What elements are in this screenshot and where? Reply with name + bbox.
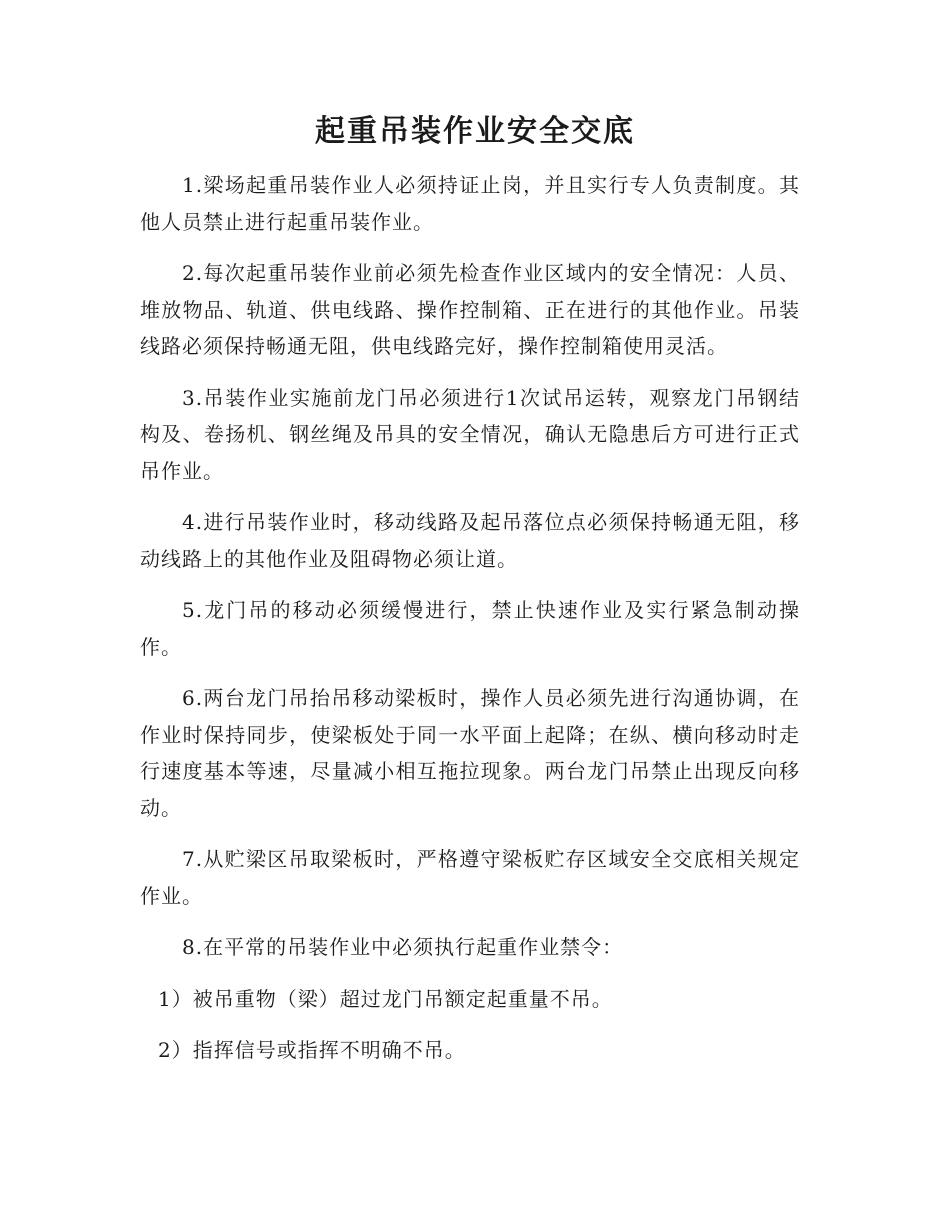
sub-item-1: 1）被吊重物（梁）超过龙门吊额定起重量不吊。 xyxy=(158,986,613,1011)
paragraph-7: 7.从贮梁区吊取梁板时，严格遵守梁板贮存区域安全交底相关规定作业。 xyxy=(140,847,800,908)
document-body xyxy=(140,167,800,1084)
paragraph-8: 8.在平常的吊装作业中必须执行起重作业禁令： xyxy=(182,935,624,959)
paragraph-4: 4.进行吊装作业时，移动线路及起吊落位点必须保持畅通无阻，移动线路上的其他作业及阻碍物必须让道。 xyxy=(140,510,800,571)
paragraph-5: 5.龙门吊的移动必须缓慢进行，禁止快速作业及实行紧急制动操作。 xyxy=(140,598,800,659)
sub-item-2: 2）指挥信号或指挥不明确不吊。 xyxy=(158,1038,466,1062)
paragraph-6: 6.两台龙门吊抬吊移动梁板时，操作人员必须先进行沟通协调，在作业时保持同步，使梁板处于同一水平面上起降；在纵、横向移动时走行速度基本等速，尽量减小相互拖拉现象。两台龙门吊禁止出现反向移动。 xyxy=(140,686,800,820)
paragraph-1: 1.梁场起重吊装作业人必须持证止岗，并且实行专人负责制度。其他人员禁止进行起重吊装作业。 xyxy=(140,173,800,234)
document-title: 起重吊装作业安全交底 xyxy=(315,114,635,149)
paragraph-2: 2.每次起重吊装作业前必须先检查作业区域内的安全情况：人员、堆放物品、轨道、供电线路、操作控制箱、正在进行的其他作业。吊装线路必须保持畅通无阻，供电线路完好，操作控制箱使用灵活。 xyxy=(140,261,800,358)
paragraph-3: 3.吊装作业实施前龙门吊必须进行1次试吊运转，观察龙门吊钢结构及、卷扬机、钢丝绳及吊具的安全情况，确认无隐患后方可进行正式吊作业。 xyxy=(140,385,800,483)
